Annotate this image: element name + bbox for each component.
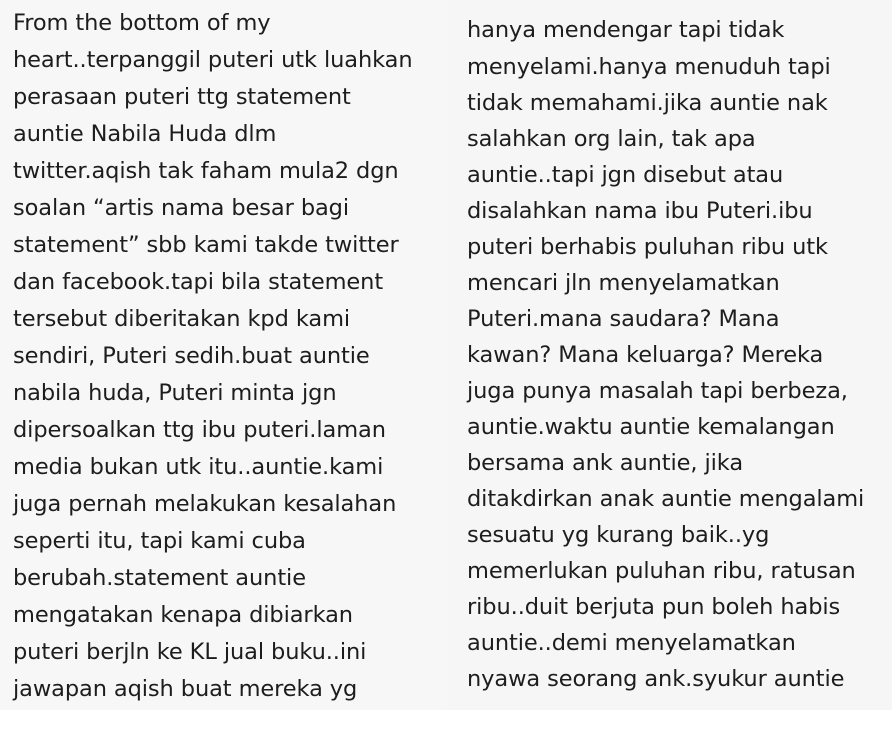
right-line-15: sesuatu yg kurang baik..yg [467,522,770,548]
left-line-14: juga pernah melakukan kesalahan [13,491,397,517]
right-line-12: auntie.waktu auntie kemalangan [467,414,835,440]
right-line-11: juga punya masalah tapi berbeza, [467,378,848,404]
left-line-5: twitter.aqish tak faham mula2 dgn [13,158,399,184]
left-line-16: berubah.statement auntie [13,565,306,591]
left-line-11: nabila huda, Puteri minta jgn [13,380,337,406]
left-line-18: puteri berjln ke KL jual buku..ini [13,639,367,665]
left-line-12: dipersoalkan ttg ibu puteri.laman [13,417,386,443]
right-line-1: hanya mendengar tapi tidak [467,17,785,43]
right-line-14: ditakdirkan anak auntie mengalami [467,486,865,512]
left-line-17: mengatakan kenapa dibiarkan [13,602,353,628]
right-line-8: mencari jln menyelamatkan [467,270,780,296]
left-line-3: perasaan puteri ttg statement [13,84,351,110]
left-line-4: auntie Nabila Huda dlm [13,121,277,147]
left-line-9: tersebut diberitakan kpd kami [13,306,351,332]
right-line-2: menyelami.hanya menuduh tapi [467,54,831,80]
left-line-10: sendiri, Puteri sedih.buat auntie [13,343,370,369]
left-line-6: soalan “artis nama besar bagi [13,195,350,221]
right-line-7: puteri berhabis puluhan ribu utk [467,234,828,260]
left-line-15: seperti itu, tapi kami cuba [13,528,306,554]
right-line-5: auntie..tapi jgn disebut atau [467,162,784,188]
right-line-10: kawan? Mana keluarga? Mereka [467,342,824,368]
left-line-8: dan facebook.tapi bila statement [13,269,384,295]
right-line-6: disalahkan nama ibu Puteri.ibu [467,198,813,224]
right-line-13: bersama ank auntie, jika [467,450,744,476]
right-note-column [447,0,892,710]
right-line-3: tidak memahami.jika auntie nak [467,90,828,116]
right-line-18: auntie..demi menyelamatkan [467,630,796,656]
right-line-19: nyawa seorang ank.syukur auntie [467,666,845,692]
left-line-7: statement” sbb kami takde twitter [13,232,399,258]
left-line-13: media bukan utk itu..auntie.kami [13,454,384,480]
left-note-column [0,0,447,710]
right-line-16: memerlukan puluhan ribu, ratusan [467,558,856,584]
right-line-17: ribu..duit berjuta pun boleh habis [467,594,841,620]
right-line-9: Puteri.mana saudara? Mana [467,306,780,332]
left-line-19: jawapan aqish buat mereka yg [13,676,358,702]
right-line-4: salahkan org lain, tak apa [467,126,756,152]
bottom-white-margin [0,710,892,732]
left-line-2: heart..terpanggil puteri utk luahkan [13,47,413,73]
left-line-1: From the bottom of my [13,10,271,36]
